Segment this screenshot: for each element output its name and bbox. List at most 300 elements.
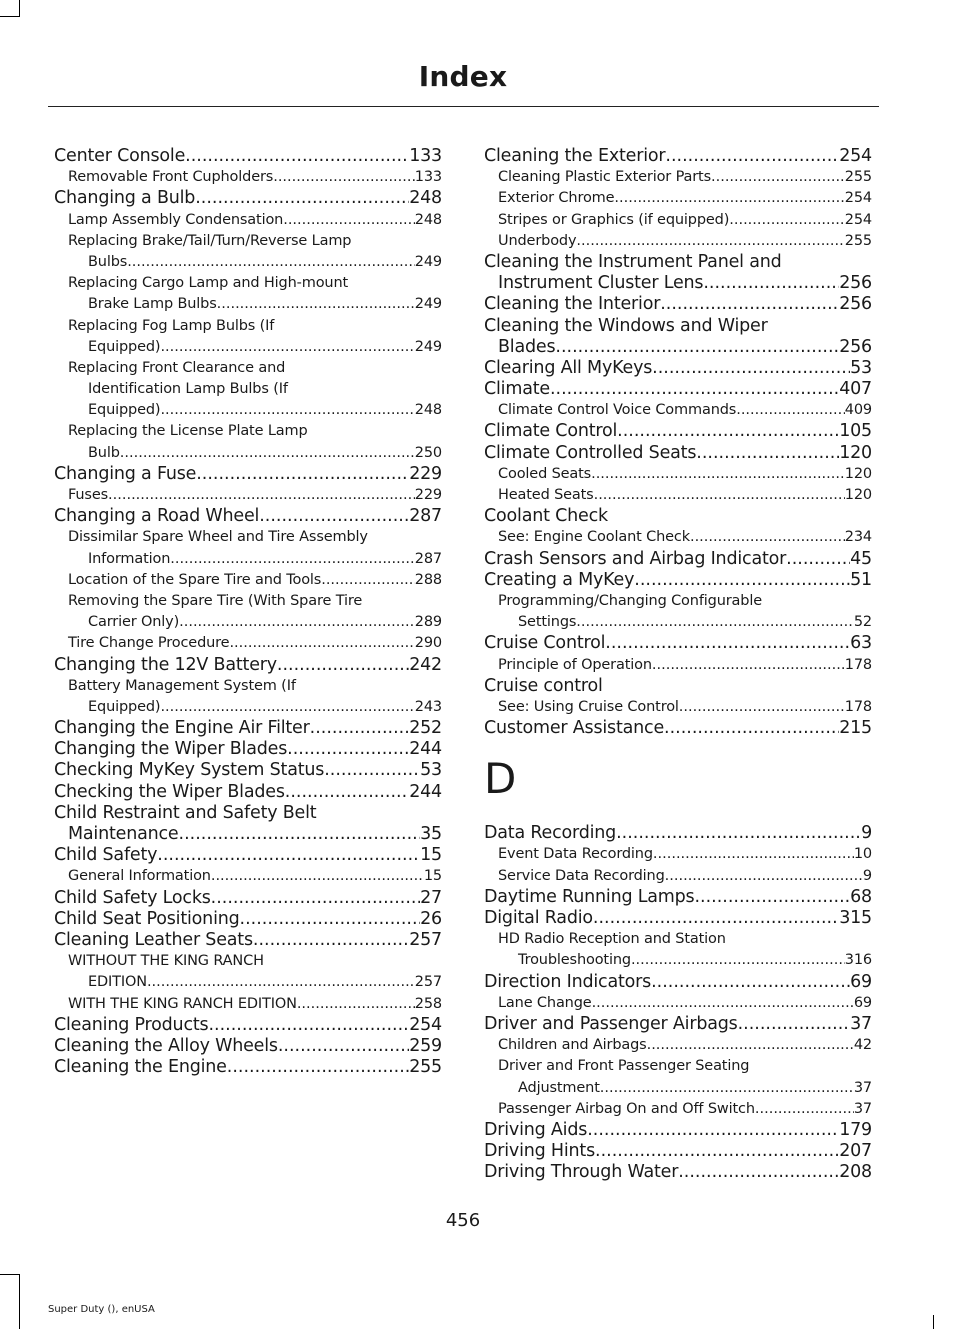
entry-page-number: 120 xyxy=(844,487,872,503)
index-entry xyxy=(484,570,872,591)
entry-page-number: 27 xyxy=(420,887,442,908)
entry-label: Changing the Wiper Blades xyxy=(54,739,288,760)
entry-label: Child Safety Locks xyxy=(54,887,211,908)
dot-leader xyxy=(592,993,854,1014)
entry-label: Driver and Front Passenger Seating xyxy=(498,1058,750,1075)
entry-label: Cleaning Products xyxy=(54,1014,209,1035)
index-entry xyxy=(54,146,442,167)
entry-label: Cleaning the Interior xyxy=(484,294,661,315)
entry-label: Cleaning Plastic Exterior Parts xyxy=(498,169,711,186)
entry-label: Customer Assistance xyxy=(484,718,665,739)
entry-label: Driver and Passenger Airbags xyxy=(484,1013,738,1034)
entry-label: Digital Radio xyxy=(484,908,593,928)
dot-leader xyxy=(240,909,421,930)
entry-label: Dissimilar Spare Wheel and Tire Assembly xyxy=(68,529,368,546)
entry-page-number: 207 xyxy=(839,1141,872,1162)
entry-label: Maintenance xyxy=(68,824,179,844)
dot-leader xyxy=(285,782,409,803)
entry-page-number: 42 xyxy=(853,1037,872,1054)
index-subentry xyxy=(54,337,442,358)
entry-page-number: 258 xyxy=(414,995,442,1012)
entry-page-number: 35 xyxy=(420,824,442,844)
dot-leader xyxy=(160,337,414,358)
entry-page-number: 255 xyxy=(844,169,872,186)
dot-leader xyxy=(555,337,839,358)
entry-label: Changing the 12V Battery xyxy=(54,654,277,675)
index-entry xyxy=(54,655,442,676)
section-letter xyxy=(484,739,872,823)
crop-mark xyxy=(933,1315,934,1329)
section-letter-text: D xyxy=(484,754,517,804)
entry-label: Service Data Recording xyxy=(498,867,665,884)
dot-leader xyxy=(729,210,845,231)
index-entry xyxy=(54,718,442,739)
entry-label: Child Seat Positioning xyxy=(54,908,240,929)
entry-label: Passenger Airbag On and Off Switch xyxy=(498,1100,755,1117)
entry-page-number: 255 xyxy=(409,1057,442,1078)
dot-leader xyxy=(195,188,409,209)
entry-label: Lane Change xyxy=(498,994,592,1011)
dot-leader xyxy=(196,464,409,485)
entry-page-number: 256 xyxy=(839,336,872,357)
entry-page-number: 37 xyxy=(850,1013,872,1034)
dot-leader xyxy=(634,570,850,591)
entry-page-number: 250 xyxy=(414,444,442,461)
entry-page-number: 243 xyxy=(414,698,442,715)
index-subentry xyxy=(484,993,872,1014)
entry-label: Information xyxy=(88,550,171,567)
dot-leader xyxy=(170,549,414,570)
entry-page-number: 242 xyxy=(409,654,442,675)
dot-leader xyxy=(310,718,410,739)
entry-page-number: 120 xyxy=(844,465,872,482)
dot-leader xyxy=(595,1141,839,1162)
entry-page-number: 68 xyxy=(850,886,872,907)
entry-page-number: 249 xyxy=(414,253,442,270)
entry-label: See: Engine Coolant Check xyxy=(498,529,690,546)
crop-mark xyxy=(19,1274,20,1329)
index-entry xyxy=(54,888,442,909)
index-entry xyxy=(54,1015,442,1036)
entry-page-number: 120 xyxy=(839,442,872,463)
dot-leader xyxy=(229,633,414,654)
entry-page-number: 9 xyxy=(861,823,872,844)
entry-page-number: 215 xyxy=(839,718,872,739)
dot-leader xyxy=(127,252,415,273)
entry-label: Climate Control xyxy=(484,421,618,442)
dot-leader xyxy=(736,400,845,421)
crop-mark xyxy=(0,1274,19,1275)
entry-label: Climate Control Voice Commands xyxy=(498,402,737,419)
index-column-right xyxy=(484,146,872,1183)
dot-leader xyxy=(755,1099,854,1120)
index-entry xyxy=(484,718,872,739)
entry-page-number: 287 xyxy=(409,506,442,527)
index-entry xyxy=(484,1014,872,1035)
index-subentry xyxy=(54,994,442,1015)
dot-leader xyxy=(179,824,421,845)
entry-page-number: 255 xyxy=(844,232,872,249)
entry-label: Event Data Recording xyxy=(498,846,653,863)
dot-leader xyxy=(605,633,850,654)
entry-label: Cleaning the Engine xyxy=(54,1057,227,1078)
entry-label: Battery Management System (If xyxy=(68,677,296,694)
dot-leader xyxy=(614,188,844,209)
entry-label: Child Restraint and Safety Belt xyxy=(54,802,317,823)
index-subentry xyxy=(484,1078,872,1099)
entry-page-number: 53 xyxy=(850,357,872,378)
dot-leader xyxy=(664,718,839,739)
dot-leader xyxy=(660,294,839,315)
entry-label: Cleaning the Exterior xyxy=(484,146,666,166)
entry-page-number: 10 xyxy=(853,846,872,863)
index-subentry xyxy=(54,252,442,273)
index-entry xyxy=(484,506,872,527)
entry-label: Cleaning the Windows and Wiper xyxy=(484,315,768,336)
entry-label: Equipped) xyxy=(88,698,161,715)
entry-page-number: 244 xyxy=(409,781,442,802)
entry-page-number: 51 xyxy=(850,569,872,590)
entry-label: Cleaning Leather Seats xyxy=(54,929,253,950)
dot-leader xyxy=(600,1078,854,1099)
entry-label: Data Recording xyxy=(484,823,617,844)
entry-page-number: 254 xyxy=(409,1014,442,1035)
dot-leader xyxy=(591,464,845,485)
index-subentry xyxy=(484,697,872,718)
title-divider xyxy=(48,106,879,107)
entry-label: General Information xyxy=(68,868,211,885)
dot-leader xyxy=(287,739,409,760)
dot-leader xyxy=(679,697,845,718)
entry-label: Changing a Fuse xyxy=(54,463,197,484)
index-subentry xyxy=(484,655,872,676)
entry-page-number: 178 xyxy=(844,698,872,715)
entry-label: WITH THE KING RANCH EDITION xyxy=(68,995,297,1012)
index-entry xyxy=(484,1162,872,1183)
entry-label: Blades xyxy=(498,336,556,357)
entry-label: Principle of Operation xyxy=(498,656,652,673)
entry-page-number: 248 xyxy=(414,211,442,228)
index-subentry xyxy=(484,929,872,950)
index-entry xyxy=(54,1036,442,1057)
entry-label: Checking the Wiper Blades xyxy=(54,781,285,802)
index-subentry xyxy=(484,231,872,252)
index-entry xyxy=(484,972,872,993)
index-entry xyxy=(484,676,872,697)
entry-label: Clearing All MyKeys xyxy=(484,357,653,378)
entry-label: Climate Controlled Seats xyxy=(484,442,697,463)
index-entry xyxy=(484,252,872,273)
index-entry xyxy=(484,421,872,442)
index-subentry xyxy=(54,443,442,464)
crop-mark xyxy=(19,0,20,17)
dot-leader xyxy=(594,485,845,506)
index-entry xyxy=(54,739,442,760)
dot-leader xyxy=(277,655,409,676)
entry-label: Stripes or Graphics (if equipped) xyxy=(498,211,730,228)
index-subentry xyxy=(484,400,872,421)
entry-label: Child Safety xyxy=(54,845,158,866)
entry-page-number: 133 xyxy=(414,169,442,186)
entry-page-number: 289 xyxy=(414,614,442,631)
dot-leader xyxy=(211,888,420,909)
entry-page-number: 63 xyxy=(850,633,872,654)
entry-label: Equipped) xyxy=(88,338,161,355)
entry-label: Direction Indicators xyxy=(484,971,652,992)
dot-leader xyxy=(678,1162,839,1183)
index-subentry xyxy=(484,591,872,612)
dot-leader xyxy=(278,1036,409,1057)
entry-label: Heated Seats xyxy=(498,487,594,503)
entry-page-number: 15 xyxy=(423,868,442,885)
dot-leader xyxy=(160,400,414,421)
dot-leader xyxy=(208,1015,409,1036)
index-subentry xyxy=(54,167,442,188)
index-column-left xyxy=(54,146,442,1078)
dot-leader xyxy=(593,908,839,929)
crop-mark xyxy=(0,16,19,17)
entry-page-number: 407 xyxy=(839,379,872,400)
entry-page-number: 254 xyxy=(844,211,872,228)
entry-page-number: 26 xyxy=(420,908,442,929)
entry-page-number: 249 xyxy=(414,338,442,355)
entry-label: Driving Aids xyxy=(484,1119,588,1140)
entry-label: Underbody xyxy=(498,232,577,249)
index-subentry xyxy=(54,421,442,442)
entry-label: HD Radio Reception and Station xyxy=(498,931,726,948)
dot-leader xyxy=(652,655,845,676)
index-entry xyxy=(484,316,872,337)
entry-label: Lamp Assembly Condensation xyxy=(68,211,284,228)
index-subentry xyxy=(54,951,442,972)
dot-leader xyxy=(147,972,415,993)
entry-label: Changing a Road Wheel xyxy=(54,506,260,527)
footer-text: Super Duty (), enUSA xyxy=(48,1304,155,1315)
dot-leader xyxy=(253,930,409,951)
index-entry xyxy=(484,146,872,167)
dot-leader xyxy=(120,443,415,464)
dot-leader xyxy=(283,210,415,231)
dot-leader xyxy=(703,273,839,294)
entry-label: Creating a MyKey xyxy=(484,569,635,590)
index-entry xyxy=(484,908,872,929)
dot-leader xyxy=(157,845,420,866)
index-entry xyxy=(54,506,442,527)
index-subentry xyxy=(484,527,872,548)
page-title: Index xyxy=(418,60,508,93)
entry-page-number: 208 xyxy=(839,1162,872,1183)
entry-label: EDITION xyxy=(88,974,147,991)
dot-leader xyxy=(694,887,850,908)
index-subentry xyxy=(54,866,442,887)
entry-page-number: 248 xyxy=(409,188,442,209)
index-entry xyxy=(484,294,872,315)
index-entry xyxy=(484,1141,872,1162)
index-entry xyxy=(54,909,442,930)
index-subentry xyxy=(54,570,442,591)
index-entry xyxy=(54,1057,442,1078)
index-entry xyxy=(484,887,872,908)
entry-label: Programming/Changing Configurable xyxy=(498,592,763,609)
entry-label: Replacing Cargo Lamp and High-mount xyxy=(68,275,349,292)
entry-label: Children and Airbags xyxy=(498,1037,647,1054)
entry-label: Identification Lamp Bulbs (If xyxy=(88,381,288,398)
entry-label: Carrier Only) xyxy=(88,614,180,631)
entry-page-number: 249 xyxy=(414,296,442,313)
entry-page-number: 244 xyxy=(409,739,442,760)
entry-label: Crash Sensors and Airbag Indicator xyxy=(484,548,787,569)
index-entry xyxy=(484,358,872,379)
entry-label: Removable Front Cupholders xyxy=(68,169,274,186)
entry-page-number: 257 xyxy=(409,929,442,950)
dot-leader xyxy=(696,443,839,464)
entry-label: Instrument Cluster Lens xyxy=(498,273,704,294)
dot-leader xyxy=(617,421,839,442)
entry-label: Adjustment xyxy=(518,1079,600,1096)
dot-leader xyxy=(651,972,850,993)
index-entry xyxy=(54,845,442,866)
index-entry xyxy=(54,760,442,781)
index-subentry xyxy=(484,1056,872,1077)
entry-label: Replacing the License Plate Lamp xyxy=(68,423,308,440)
index-subentry xyxy=(54,485,442,506)
entry-page-number: 248 xyxy=(414,402,442,419)
dot-leader xyxy=(711,167,845,188)
entry-label: Equipped) xyxy=(88,402,161,419)
dot-leader xyxy=(647,1035,854,1056)
dot-leader xyxy=(185,146,409,167)
index-entry xyxy=(484,443,872,464)
index-subentry xyxy=(54,210,442,231)
index-entry xyxy=(54,464,442,485)
index-subentry xyxy=(54,527,442,548)
dot-leader xyxy=(324,760,420,781)
index-entry xyxy=(54,782,442,803)
page-number: 456 xyxy=(445,1210,481,1231)
index-entry xyxy=(54,930,442,951)
dot-leader xyxy=(550,379,839,400)
dot-leader xyxy=(738,1014,851,1035)
entry-label: Replacing Front Clearance and xyxy=(68,359,286,376)
index-subentry xyxy=(54,824,442,845)
entry-label: Tire Change Procedure xyxy=(68,635,230,652)
index-subentry xyxy=(54,972,442,993)
index-subentry xyxy=(54,676,442,697)
index-entry xyxy=(484,823,872,844)
entry-page-number: 105 xyxy=(839,421,872,442)
index-subentry xyxy=(54,316,442,337)
entry-page-number: 409 xyxy=(844,402,872,419)
entry-page-number: 229 xyxy=(409,463,442,484)
entry-label: Cruise Control xyxy=(484,633,606,654)
entry-label: Coolant Check xyxy=(484,506,608,527)
dot-leader xyxy=(631,950,845,971)
index-subentry xyxy=(484,612,872,633)
index-subentry xyxy=(484,210,872,231)
entry-label: See: Using Cruise Control xyxy=(498,698,679,715)
dot-leader xyxy=(652,358,850,379)
entry-label: Cooled Seats xyxy=(498,465,592,482)
dot-leader xyxy=(665,146,839,167)
entry-page-number: 259 xyxy=(409,1035,442,1056)
entry-label: Settings xyxy=(518,614,577,631)
entry-page-number: 53 xyxy=(420,760,442,781)
entry-label: Cleaning the Instrument Panel and xyxy=(484,251,782,272)
dot-leader xyxy=(616,823,861,844)
entry-label: Removing the Spare Tire (With Spare Tire xyxy=(68,592,363,609)
entry-page-number: 229 xyxy=(414,487,442,503)
index-subentry xyxy=(484,188,872,209)
entry-page-number: 37 xyxy=(853,1079,872,1096)
entry-page-number: 45 xyxy=(850,548,872,569)
entry-page-number: 15 xyxy=(420,845,442,866)
dot-leader xyxy=(179,612,415,633)
entry-page-number: 288 xyxy=(414,571,442,588)
entry-page-number: 287 xyxy=(414,550,442,567)
dot-leader xyxy=(587,1120,839,1141)
dot-leader xyxy=(576,612,854,633)
dot-leader xyxy=(297,994,415,1015)
dot-leader xyxy=(160,697,414,718)
index-subentry xyxy=(54,294,442,315)
entry-label: Driving Hints xyxy=(484,1141,596,1162)
entry-page-number: 290 xyxy=(414,635,442,652)
entry-page-number: 9 xyxy=(862,867,872,884)
entry-page-number: 256 xyxy=(839,273,872,294)
entry-page-number: 234 xyxy=(844,529,872,546)
entry-label: Bulbs xyxy=(88,253,128,270)
dot-leader xyxy=(227,1057,409,1078)
index-subentry xyxy=(54,612,442,633)
entry-label: Brake Lamp Bulbs xyxy=(88,296,217,313)
index-subentry xyxy=(484,485,872,506)
entry-label: Driving Through Water xyxy=(484,1162,679,1183)
entry-label: Troubleshooting xyxy=(518,952,631,969)
index-subentry xyxy=(54,358,442,379)
index-subentry xyxy=(54,379,442,400)
entry-page-number: 178 xyxy=(844,656,872,673)
index-subentry xyxy=(484,844,872,865)
entry-label: Cruise control xyxy=(484,675,603,696)
entry-page-number: 316 xyxy=(844,952,872,969)
dot-leader xyxy=(273,167,415,188)
index-subentry xyxy=(484,1099,872,1120)
dot-leader xyxy=(653,844,854,865)
entry-label: Exterior Chrome xyxy=(498,190,615,207)
entry-label: Location of the Spare Tire and Tools xyxy=(68,571,322,588)
entry-label: Replacing Fog Lamp Bulbs (If xyxy=(68,317,275,334)
entry-page-number: 252 xyxy=(409,718,442,739)
entry-page-number: 254 xyxy=(839,146,872,166)
index-subentry xyxy=(484,337,872,358)
entry-page-number: 37 xyxy=(853,1100,872,1117)
index-subentry xyxy=(54,231,442,252)
entry-page-number: 179 xyxy=(839,1119,872,1140)
index-subentry xyxy=(484,866,872,887)
entry-page-number: 52 xyxy=(853,614,872,631)
index-subentry xyxy=(484,464,872,485)
index-subentry xyxy=(54,591,442,612)
index-subentry xyxy=(54,697,442,718)
dot-leader xyxy=(211,866,424,887)
entry-page-number: 69 xyxy=(850,971,872,992)
index-subentry xyxy=(484,273,872,294)
entry-label: Climate xyxy=(484,379,550,400)
index-subentry xyxy=(54,273,442,294)
entry-page-number: 133 xyxy=(409,146,442,166)
entry-page-number: 257 xyxy=(414,974,442,991)
entry-label: Center Console xyxy=(54,146,186,166)
